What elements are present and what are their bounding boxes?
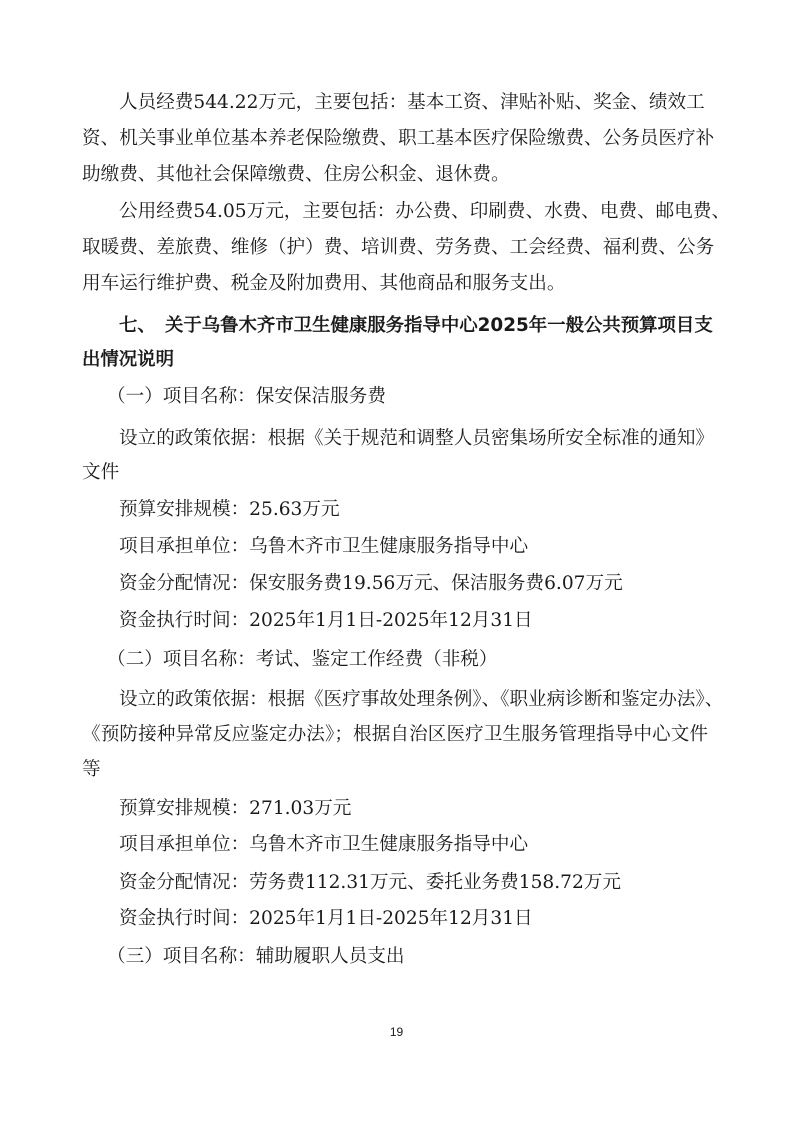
public-expense-line-2: 取暖费、差旅费、维修（护）费、培训费、劳务费、工会经费、福利费、公务 bbox=[82, 237, 715, 258]
project2-policy-line-2: 《预防接种异常反应鉴定办法》；根据自治区医疗卫生服务管理指导中心文件 bbox=[82, 724, 708, 745]
project1-budget: 预算安排规模：25.63万元 bbox=[119, 499, 340, 520]
project1-unit: 项目承担单位：乌鲁木齐市卫生健康服务指导中心 bbox=[119, 536, 529, 557]
project1-policy-line-1: 设立的政策依据：根据《关于规范和调整人员密集场所安全标准的通知》 bbox=[119, 428, 715, 449]
personnel-expense-line-1: 人员经费544.22万元，主要包括：基本工资、津贴补贴、奖金、绩效工 bbox=[119, 92, 705, 113]
project1-period: 资金执行时间：2025年1月1日-2025年12月31日 bbox=[119, 610, 533, 631]
project2-name: （二）项目名称：考试、鉴定工作经费（非税） bbox=[107, 649, 498, 670]
section-heading-line-1: 七、 关于乌鲁木齐市卫生健康服务指导中心2025年一般公共预算项目支 bbox=[119, 315, 713, 336]
section-heading-line-2: 出情况说明 bbox=[82, 349, 174, 370]
public-expense-line-3: 用车运行维护费、税金及附加费用、其他商品和服务支出。 bbox=[82, 273, 566, 294]
project2-budget: 预算安排规模：271.03万元 bbox=[119, 798, 352, 819]
project3-name: （三）项目名称：辅助履职人员支出 bbox=[107, 946, 405, 967]
project2-allocation: 资金分配情况：劳务费112.31万元、委托业务费158.72万元 bbox=[119, 872, 621, 893]
project2-policy-line-1: 设立的政策依据：根据《医疗事故处理条例》、《职业病诊断和鉴定办法》、 bbox=[119, 689, 724, 710]
project1-name: （一）项目名称：保安保洁服务费 bbox=[107, 386, 386, 407]
project2-policy-line-3: 等 bbox=[82, 759, 101, 780]
personnel-expense-line-3: 助缴费、其他社会保障缴费、住房公积金、退休费。 bbox=[82, 164, 510, 185]
project1-policy-line-2: 文件 bbox=[82, 462, 120, 483]
project2-period: 资金执行时间：2025年1月1日-2025年12月31日 bbox=[119, 908, 533, 929]
public-expense-line-1: 公用经费54.05万元，主要包括：办公费、印刷费、水费、电费、邮电费、 bbox=[119, 201, 731, 222]
project1-allocation: 资金分配情况：保安服务费19.56万元、保洁服务费6.07万元 bbox=[119, 573, 623, 594]
project2-unit: 项目承担单位：乌鲁木齐市卫生健康服务指导中心 bbox=[119, 834, 529, 855]
personnel-expense-line-2: 资、机关事业单位基本养老保险缴费、职工基本医疗保险缴费、公务员医疗补 bbox=[82, 128, 715, 149]
page-number: 19 bbox=[389, 1025, 404, 1039]
